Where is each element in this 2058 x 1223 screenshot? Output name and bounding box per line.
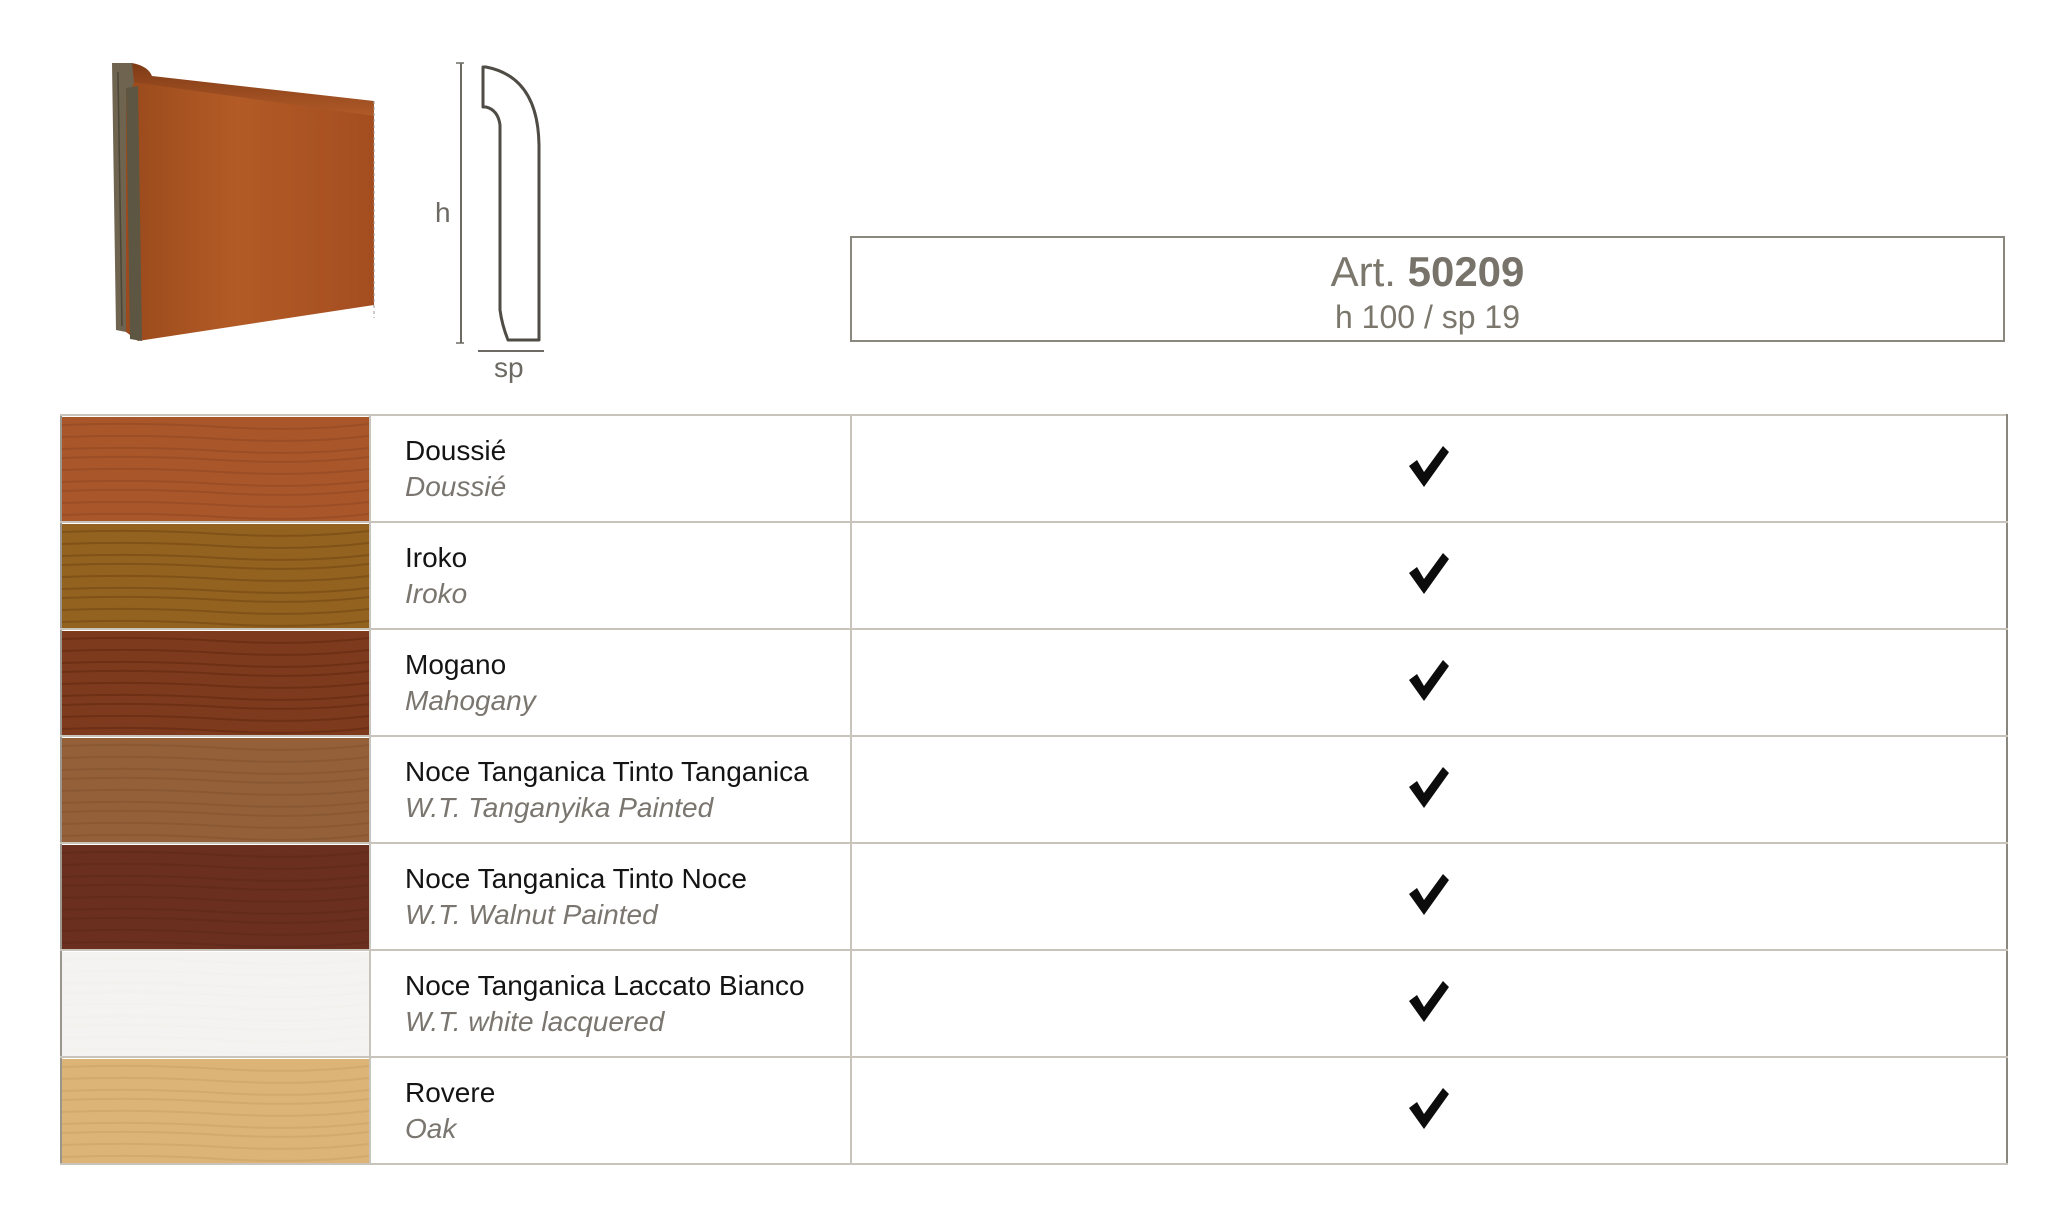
wood-swatch-cell: [61, 843, 370, 950]
finish-name-cell: [370, 950, 851, 1057]
finish-row: [61, 950, 2007, 1057]
finish-name-cell: [370, 1057, 851, 1164]
wood-swatch: [62, 1059, 369, 1163]
wood-swatch: [62, 738, 369, 842]
finish-row: [61, 415, 2007, 522]
wood-swatch-cell: [61, 629, 370, 736]
finish-availability-table: [60, 414, 2008, 1165]
availability-cell: [851, 522, 2007, 629]
wood-swatch: [62, 417, 369, 521]
wood-swatch-cell: [61, 950, 370, 1057]
finish-name-english: W.T. Walnut Painted: [405, 898, 658, 930]
finish-row: [61, 1057, 2007, 1164]
finish-name-italian: Rovere: [405, 1076, 496, 1108]
article-dimensions: h 100 / sp 19: [1334, 299, 1521, 335]
finish-name-english: Doussié: [405, 470, 507, 502]
availability-cell: [851, 950, 2007, 1057]
checkmark-icon: [1407, 551, 1451, 595]
wood-swatch: [62, 845, 369, 949]
thickness-dimension-label: sp: [494, 352, 524, 383]
finish-name-italian: Iroko: [405, 541, 468, 573]
checkmark-icon: [1407, 872, 1451, 916]
finish-name-italian: Mogano: [405, 648, 507, 680]
finish-name-cell: [370, 522, 851, 629]
wood-swatch-cell: [61, 736, 370, 843]
finish-name-english: Iroko: [405, 577, 468, 609]
article-title: [852, 248, 2003, 296]
checkmark-icon: [1407, 765, 1451, 809]
finish-row: [61, 736, 2007, 843]
finish-name-cell: [370, 629, 851, 736]
finish-name-english: W.T. Tanganyika Painted: [405, 791, 714, 823]
finish-name-italian: Doussié: [405, 434, 507, 466]
finish-name-english: Mahogany: [405, 684, 536, 716]
checkmark-icon: [1407, 658, 1451, 702]
finish-row: [61, 843, 2007, 950]
skirting-board-photo: [108, 60, 388, 350]
wood-swatch-cell: [61, 1057, 370, 1164]
finish-name-cell: [370, 415, 851, 522]
finish-name-cell: [370, 736, 851, 843]
finish-row: [61, 629, 2007, 736]
finish-name-english: W.T. white lacquered: [405, 1005, 665, 1037]
finish-name-english: Oak: [405, 1112, 457, 1144]
finish-name-italian: Noce Tanganica Tinto Tanganica: [405, 755, 809, 787]
wood-swatch: [62, 631, 369, 735]
wood-swatch-cell: [61, 522, 370, 629]
finish-row: [61, 522, 2007, 629]
wood-swatch: [62, 524, 369, 628]
wood-swatch-cell: [61, 415, 370, 522]
article-prefix: Art.: [1330, 248, 1396, 295]
availability-cell: [851, 843, 2007, 950]
finish-name-italian: Noce Tanganica Tinto Noce: [405, 862, 747, 894]
availability-cell: [851, 629, 2007, 736]
checkmark-icon: [1407, 1086, 1451, 1130]
availability-cell: [851, 736, 2007, 843]
article-code: 50209: [1407, 248, 1525, 295]
finish-name-cell: [370, 843, 851, 950]
availability-cell: [851, 415, 2007, 522]
finish-name-italian: Noce Tanganica Laccato Bianco: [405, 969, 805, 1001]
article-header: [850, 236, 2005, 342]
availability-cell: [851, 1057, 2007, 1164]
height-dimension-label: h: [435, 197, 451, 228]
checkmark-icon: [1407, 444, 1451, 488]
checkmark-icon: [1407, 979, 1451, 1023]
wood-swatch: [62, 952, 369, 1056]
